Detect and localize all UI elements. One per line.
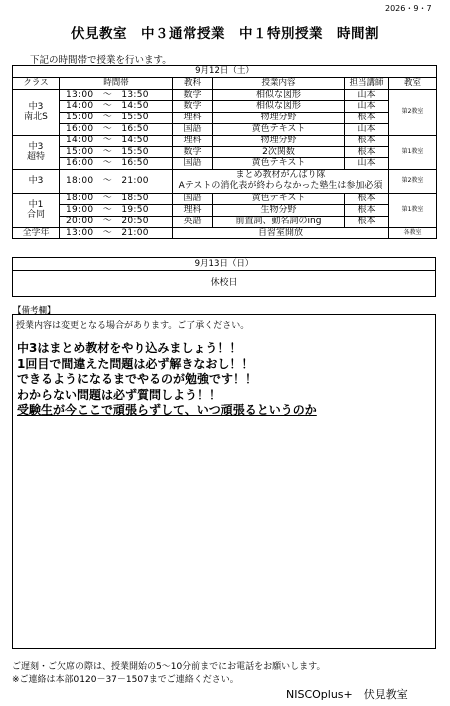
- class-cell: 中3 超特: [13, 135, 60, 169]
- class-cell: 中3 南北S: [13, 90, 60, 136]
- teacher-cell: 根本: [345, 146, 389, 157]
- room-cell: 各教室: [389, 227, 437, 238]
- subject-cell: 英語: [173, 216, 213, 227]
- header-content: 授業内容: [213, 78, 345, 90]
- content-cell: 2次関数: [213, 146, 345, 157]
- schedule-table-day1: [12, 65, 437, 239]
- subject-cell: 数学: [173, 146, 213, 157]
- memo-line: 中3はまとめ教材をやり込みましょう！！: [17, 341, 242, 355]
- subject-cell: 数学: [173, 101, 213, 112]
- content-cell: 前置詞、動名詞のing: [213, 216, 345, 227]
- table-row: [13, 193, 437, 204]
- time-cell: 14:00 ～ 14:50: [60, 135, 173, 146]
- header-time: 時間帯: [60, 78, 173, 90]
- memo-line-underlined: 受験生が今ここで頑張らずして、いつ頑張るというのか: [17, 403, 317, 418]
- room-cell: 第2教室: [389, 169, 437, 193]
- class-cell: 中3: [13, 169, 60, 193]
- time-cell: 13:00 ～ 21:00: [60, 227, 173, 238]
- teacher-cell: 根本: [345, 135, 389, 146]
- table-row: [13, 101, 437, 112]
- table-row: [13, 90, 437, 101]
- time-cell: 14:00 ～ 14:50: [60, 101, 173, 112]
- day2-date: 9月13日（日）: [13, 258, 435, 271]
- teacher-cell: 山本: [345, 158, 389, 169]
- room-cell: 第2教室: [389, 90, 437, 136]
- footer-note-1: ご遅刻・ご欠席の際は、授業開始の5～10分前までにお電話をお願いします。: [12, 662, 326, 672]
- content-cell: 黄色テキスト: [213, 158, 345, 169]
- memo-line: 1回目で間違えた問題は必ず解きなおし！！: [17, 356, 254, 371]
- memo-line: わからない問題は必ず質問しよう！！: [17, 387, 222, 402]
- teacher-cell: 山本: [345, 90, 389, 101]
- content-cell: 生物分野: [213, 205, 345, 216]
- subject-cell: 国語: [173, 158, 213, 169]
- subject-cell: 国語: [173, 193, 213, 204]
- intro-note: 下記の時間帯で授業を行います。: [30, 55, 172, 66]
- table-row: [13, 205, 437, 216]
- table-row: [13, 158, 437, 169]
- memo-line: できるようになるまでやるのが勉強です！！: [17, 372, 258, 387]
- teacher-cell: 山本: [345, 124, 389, 135]
- table-row: [13, 135, 437, 146]
- day2-status: 休校日: [210, 278, 238, 288]
- memo-messages: [17, 341, 317, 419]
- header-class: クラス: [13, 78, 60, 90]
- header-room: 教室: [389, 78, 437, 90]
- memo-caution: 授業内容は変更となる場合があります。ご了承ください。: [16, 321, 250, 331]
- content-cell: 自習室開放: [173, 227, 389, 238]
- content-cell: 黄色テキスト: [213, 193, 345, 204]
- teacher-cell: 根本: [345, 216, 389, 227]
- footer-note-2: ※ご連絡は本部0120－37－1507までご連絡ください。: [12, 675, 239, 685]
- subject-cell: 理科: [173, 112, 213, 123]
- room-cell: 第1教室: [389, 135, 437, 169]
- content-cell: [173, 169, 389, 193]
- teacher-cell: 根本: [345, 193, 389, 204]
- content-cell: 相似な図形: [213, 101, 345, 112]
- content-cell: 相似な図形: [213, 90, 345, 101]
- day1-date: 9月12日（土）: [13, 66, 437, 78]
- content-line: まとめ教材がんばり隊: [235, 169, 326, 180]
- schedule-table-day2: [12, 257, 436, 297]
- time-cell: 19:00 ～ 19:50: [60, 205, 173, 216]
- table-row: [13, 124, 437, 135]
- time-cell: 16:00 ～ 16:50: [60, 124, 173, 135]
- header-subject: 教科: [173, 78, 213, 90]
- content-cell: 物理分野: [213, 112, 345, 123]
- time-cell: 20:00 ～ 20:50: [60, 216, 173, 227]
- subject-cell: 数学: [173, 90, 213, 101]
- teacher-cell: 根本: [345, 112, 389, 123]
- time-cell: 18:00 ～ 18:50: [60, 193, 173, 204]
- class-cell: 全学年: [13, 227, 60, 238]
- teacher-cell: 根本: [345, 205, 389, 216]
- table-row: [13, 146, 437, 157]
- memo-label: 【備考欄】: [13, 306, 56, 316]
- memo-box: [12, 314, 436, 649]
- teacher-cell: 山本: [345, 101, 389, 112]
- content-cell: 黄色テキスト: [213, 124, 345, 135]
- table-row: [13, 216, 437, 227]
- table-row: [13, 169, 437, 193]
- time-cell: 15:00 ～ 15:50: [60, 146, 173, 157]
- header-teacher: 担当講師: [345, 78, 389, 90]
- content-cell: 物理分野: [213, 135, 345, 146]
- time-cell: 18:00 ～ 21:00: [60, 169, 173, 193]
- class-cell: 中1 合同: [13, 193, 60, 227]
- page-title: 伏見教室 中３通常授業 中１特別授業 時間割: [71, 26, 379, 42]
- table-row: [13, 112, 437, 123]
- time-cell: 16:00 ～ 16:50: [60, 158, 173, 169]
- subject-cell: 理科: [173, 135, 213, 146]
- brand-name: NISCOplus+ 伏見教室: [286, 688, 408, 701]
- room-cell: 第1教室: [389, 193, 437, 227]
- subject-cell: 理科: [173, 205, 213, 216]
- time-cell: 13:00 ～ 13:50: [60, 90, 173, 101]
- document-date: 2026・9・7: [385, 4, 432, 13]
- subject-cell: 国語: [173, 124, 213, 135]
- table-row: [13, 227, 437, 238]
- content-line: Aテストの消化表が終わらなかった塾生は参加必須: [178, 181, 383, 192]
- time-cell: 15:00 ～ 15:50: [60, 112, 173, 123]
